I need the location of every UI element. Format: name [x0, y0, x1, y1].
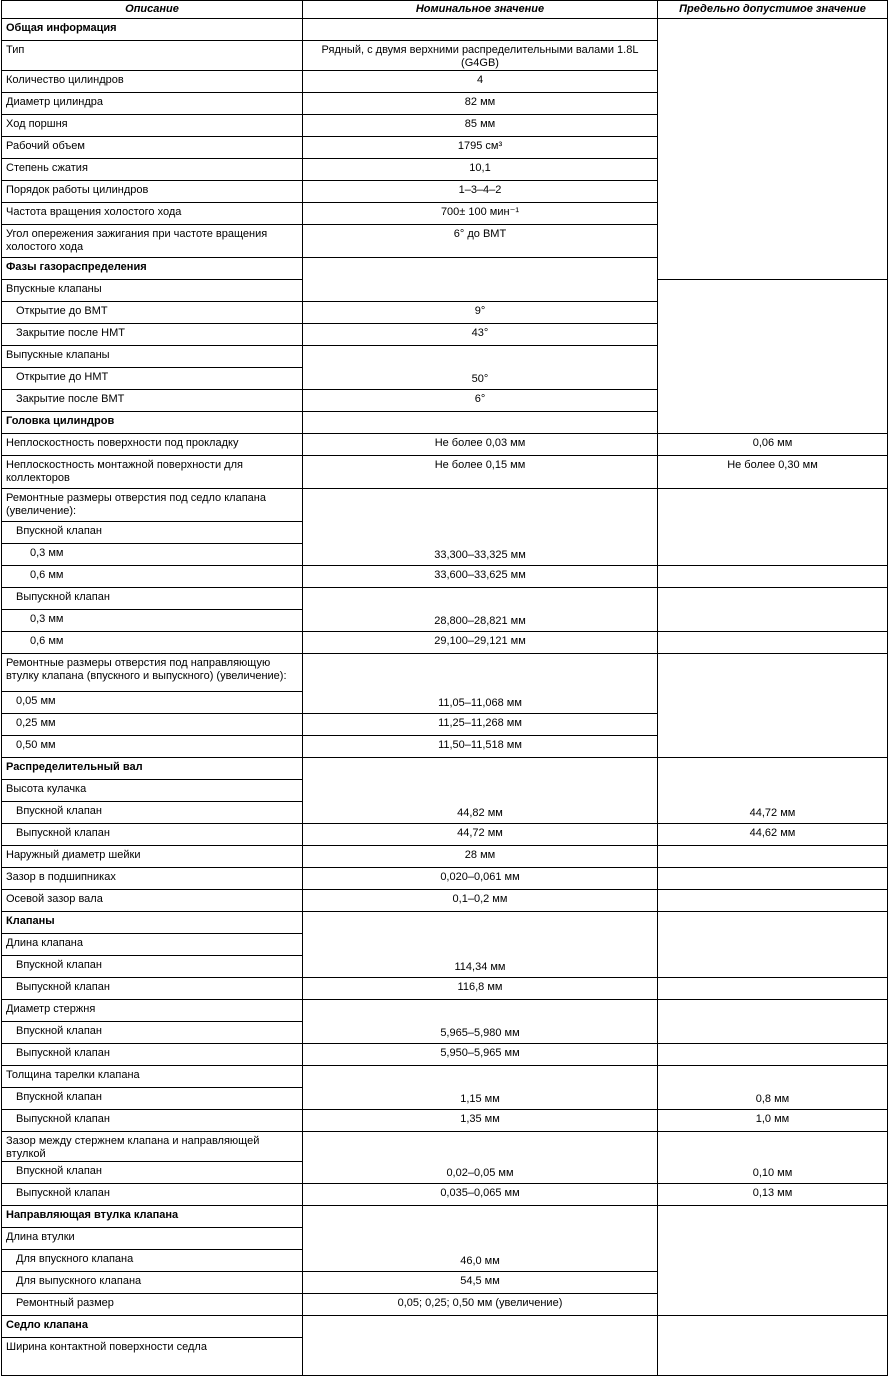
- section-valve-guide: [2, 1206, 888, 1228]
- row-label: Впускной клапан: [2, 802, 303, 824]
- row-label: Закрытие после ВМТ: [2, 390, 303, 412]
- row-label: Впускной клапан: [2, 1088, 303, 1110]
- row-label: Впускной клапан: [2, 1022, 303, 1044]
- row-value: 6° до ВМТ: [303, 225, 658, 258]
- row-label: Тип: [2, 41, 303, 71]
- row-limit: 0,06 мм: [658, 434, 888, 456]
- row-label: 0,6 мм: [2, 566, 303, 588]
- limit-empty-cell: [658, 654, 888, 758]
- row-label: Впускной клапан: [2, 956, 303, 978]
- row-value: 29,100–29,121 мм: [303, 632, 658, 654]
- limit-empty-cell: [658, 1000, 888, 1044]
- row-label: Частота вращения холостого хода: [2, 203, 303, 225]
- row-value: 114,34 мм: [303, 912, 658, 978]
- section-camshaft: [2, 758, 888, 780]
- table-row: [2, 846, 888, 868]
- section-title: Общая информация: [2, 19, 303, 41]
- row-label: Количество цилиндров: [2, 71, 303, 93]
- table-row: [2, 1066, 888, 1088]
- row-limit: Не более 0,30 мм: [658, 456, 888, 489]
- table-row: [2, 1000, 888, 1022]
- table-row: [2, 489, 888, 522]
- row-value: 54,5 мм: [303, 1272, 658, 1294]
- specifications-table: [1, 0, 888, 1376]
- table-row: [2, 1132, 888, 1162]
- row-value: 44,82 мм: [303, 758, 658, 824]
- row-label: Ширина контактной поверхности седла: [2, 1338, 303, 1376]
- section-title: Фазы газораспределения: [2, 258, 303, 280]
- table-row: [2, 632, 888, 654]
- section-title: Распределительный вал: [2, 758, 303, 780]
- limit-empty-cell: [658, 280, 888, 434]
- table-row: [2, 890, 888, 912]
- row-value: Не более 0,03 мм: [303, 434, 658, 456]
- row-label: Угол опережения зажигания при частоте вращения холостого хода: [2, 225, 303, 258]
- row-label: Зазор в подшипниках: [2, 868, 303, 890]
- row-value: 50°: [303, 346, 658, 390]
- row-label: 0,3 мм: [2, 544, 303, 566]
- row-label: Степень сжатия: [2, 159, 303, 181]
- limit-empty-cell: [658, 1206, 888, 1316]
- row-label: Выпускной клапан: [2, 824, 303, 846]
- row-value: 0,020–0,061 мм: [303, 868, 658, 890]
- row-label: Диаметр цилиндра: [2, 93, 303, 115]
- row-limit: 0,13 мм: [658, 1184, 888, 1206]
- row-label: Закрытие после НМТ: [2, 324, 303, 346]
- row-value: 11,25–11,268 мм: [303, 714, 658, 736]
- row-label: Неплоскостность монтажной поверхности для коллекторов: [2, 456, 303, 489]
- row-value: 82 мм: [303, 93, 658, 115]
- row-value: 1,35 мм: [303, 1110, 658, 1132]
- row-label: Выпускной клапан: [2, 588, 303, 610]
- section-title: Седло клапана: [2, 1316, 303, 1338]
- row-label: Впускной клапан: [2, 522, 303, 544]
- table-row: [2, 824, 888, 846]
- row-value: 4: [303, 71, 658, 93]
- row-label: 0,6 мм: [2, 632, 303, 654]
- row-label: Диаметр стержня: [2, 1000, 303, 1022]
- table-row: [2, 868, 888, 890]
- table-row: [2, 978, 888, 1000]
- row-value: 0,1–0,2 мм: [303, 890, 658, 912]
- row-label: Открытие до ВМТ: [2, 302, 303, 324]
- table-row: [2, 434, 888, 456]
- row-value: 11,05–11,068 мм: [303, 654, 658, 714]
- limit-empty-cell: [658, 912, 888, 978]
- header-limit: Предельно допустимое значение: [658, 1, 888, 19]
- row-label: Впускные клапаны: [2, 280, 303, 302]
- row-limit: 44,62 мм: [658, 824, 888, 846]
- row-label: Ход поршня: [2, 115, 303, 137]
- limit-empty-cell: [658, 489, 888, 566]
- row-value: 11,50–11,518 мм: [303, 736, 658, 758]
- row-label: 0,05 мм: [2, 692, 303, 714]
- header-row: [2, 1, 888, 19]
- row-label: Длина клапана: [2, 934, 303, 956]
- row-label: Осевой зазор вала: [2, 890, 303, 912]
- section-general: [2, 19, 888, 41]
- row-value: 0,035–0,065 мм: [303, 1184, 658, 1206]
- row-limit: 0,8 мм: [658, 1066, 888, 1110]
- row-value: 1–3–4–2: [303, 181, 658, 203]
- row-limit: 1,0 мм: [658, 1110, 888, 1132]
- table-row: [2, 654, 888, 692]
- row-value: 0,02–0,05 мм: [303, 1132, 658, 1184]
- row-value: 85 мм: [303, 115, 658, 137]
- header-description: Описание: [2, 1, 303, 19]
- row-label: Рабочий объем: [2, 137, 303, 159]
- row-value: 28,800–28,821 мм: [303, 588, 658, 632]
- row-value: 0,05; 0,25; 0,50 мм (увеличение): [303, 1294, 658, 1316]
- row-label: Ремонтные размеры отверстия под направляющую втулку клапана (впускного и выпускного) (увеличение):: [2, 654, 303, 692]
- section-title: Клапаны: [2, 912, 303, 934]
- row-value: Рядный, с двумя верхними распределительными валами 1.8L (G4GB): [303, 41, 658, 71]
- header-nominal: Номинальное значение: [303, 1, 658, 19]
- row-label: Выпускные клапаны: [2, 346, 303, 368]
- table-row: [2, 456, 888, 489]
- row-label: Толщина тарелки клапана: [2, 1066, 303, 1088]
- table-row: [2, 1044, 888, 1066]
- row-label: Ремонтный размер: [2, 1294, 303, 1316]
- row-value: 10,1: [303, 159, 658, 181]
- section-title: Направляющая втулка клапана: [2, 1206, 303, 1228]
- row-label: 0,50 мм: [2, 736, 303, 758]
- row-label: Впускной клапан: [2, 1162, 303, 1184]
- row-label: Длина втулки: [2, 1228, 303, 1250]
- row-label: Порядок работы цилиндров: [2, 181, 303, 203]
- row-label: Выпускной клапан: [2, 1184, 303, 1206]
- row-label: Высота кулачка: [2, 780, 303, 802]
- row-label: Выпускной клапан: [2, 1110, 303, 1132]
- row-label: Зазор между стержнем клапана и направляющей втулкой: [2, 1132, 303, 1162]
- limit-empty-cell: [658, 19, 888, 280]
- row-value: 28 мм: [303, 846, 658, 868]
- row-value: 9°: [303, 302, 658, 324]
- row-limit: 0,10 мм: [658, 1132, 888, 1184]
- row-label: Неплоскостность поверхности под прокладку: [2, 434, 303, 456]
- row-label: Для выпускного клапана: [2, 1272, 303, 1294]
- table-row: [2, 588, 888, 610]
- row-label: Выпускной клапан: [2, 978, 303, 1000]
- section-valve-seat: [2, 1316, 888, 1338]
- row-value: Не более 0,15 мм: [303, 456, 658, 489]
- row-value: 43°: [303, 324, 658, 346]
- row-label: 0,3 мм: [2, 610, 303, 632]
- row-label: Ремонтные размеры отверстия под седло клапана (увеличение):: [2, 489, 303, 522]
- row-value: 33,600–33,625 мм: [303, 566, 658, 588]
- section-valves: [2, 912, 888, 934]
- row-value: 5,950–5,965 мм: [303, 1044, 658, 1066]
- row-value: 44,72 мм: [303, 824, 658, 846]
- row-value: 6°: [303, 390, 658, 412]
- row-value: 33,300–33,325 мм: [303, 489, 658, 566]
- row-label: Выпускной клапан: [2, 1044, 303, 1066]
- row-value: 5,965–5,980 мм: [303, 1000, 658, 1044]
- row-label: Для впускного клапана: [2, 1250, 303, 1272]
- row-value: 116,8 мм: [303, 978, 658, 1000]
- row-label: Наружный диаметр шейки: [2, 846, 303, 868]
- row-label: Открытие до НМТ: [2, 368, 303, 390]
- row-value: 1,15 мм: [303, 1066, 658, 1110]
- table-row: [2, 566, 888, 588]
- row-value: 1795 см³: [303, 137, 658, 159]
- row-label: 0,25 мм: [2, 714, 303, 736]
- table-row: [2, 1110, 888, 1132]
- row-value: 700± 100 мин⁻¹: [303, 203, 658, 225]
- row-value: 46,0 мм: [303, 1206, 658, 1272]
- section-title: Головка цилиндров: [2, 412, 303, 434]
- limit-empty-cell: [658, 588, 888, 632]
- row-limit: 44,72 мм: [658, 758, 888, 824]
